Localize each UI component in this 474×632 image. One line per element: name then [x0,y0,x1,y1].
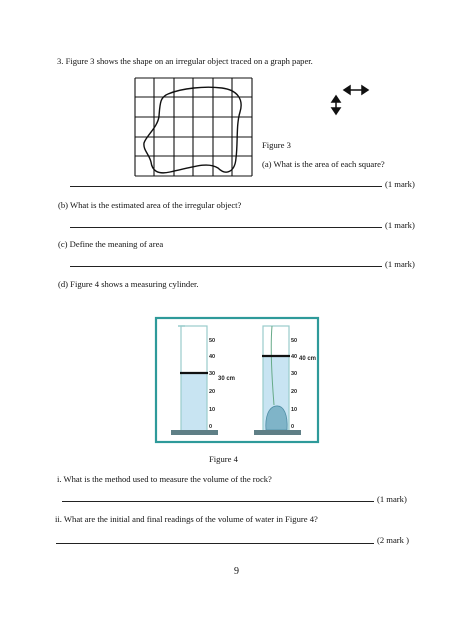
right-tick-label: 0 [291,424,295,430]
right-tick-label: 50 [291,338,298,344]
left-reading-label: 30 cm [218,376,236,382]
figure-3-caption: Figure 3 [262,140,291,150]
question-3-intro: 3. Figure 3 shows the shape on an irregular object traced on a graph paper. [57,56,313,66]
page-number: 9 [234,566,239,577]
question-i: i. What is the method used to measure the volume of the rock? [57,474,272,484]
mark-label-c: (1 mark) [385,259,415,269]
left-cylinder-water [181,373,207,431]
left-tick-label: 50 [209,338,216,344]
question-b: (b) What is the estimated area of the irregular object? [58,200,242,210]
answer-line-i[interactable] [62,501,374,502]
mark-label-ii: (2 mark ) [377,535,409,545]
mark-label-i: (1 mark) [377,494,407,504]
right-reading-label: 40 cm [299,356,317,362]
left-tick-label: 30 [209,371,216,377]
left-tick-label: 0 [209,424,213,430]
question-ii: ii. What are the initial and final readings of the volume of water in Figure 4? [55,514,318,524]
mark-label-a: (1 mark) [385,179,415,189]
right-tick-label: 10 [291,407,298,413]
left-tick-label: 10 [209,407,216,413]
right-tick-label: 20 [291,389,298,395]
question-a: (a) What is the area of each square? [262,159,385,169]
mark-label-b: (1 mark) [385,220,415,230]
question-d: (d) Figure 4 shows a measuring cylinder. [58,279,199,289]
figure-4-caption: Figure 4 [209,454,238,464]
question-c: (c) Define the meaning of area [58,239,164,249]
answer-line-ii[interactable] [56,543,374,544]
right-tick-label: 40 [291,354,298,360]
right-tick-label: 30 [291,371,298,377]
left-tick-label: 40 [209,354,216,360]
left-tick-label: 20 [209,389,216,395]
